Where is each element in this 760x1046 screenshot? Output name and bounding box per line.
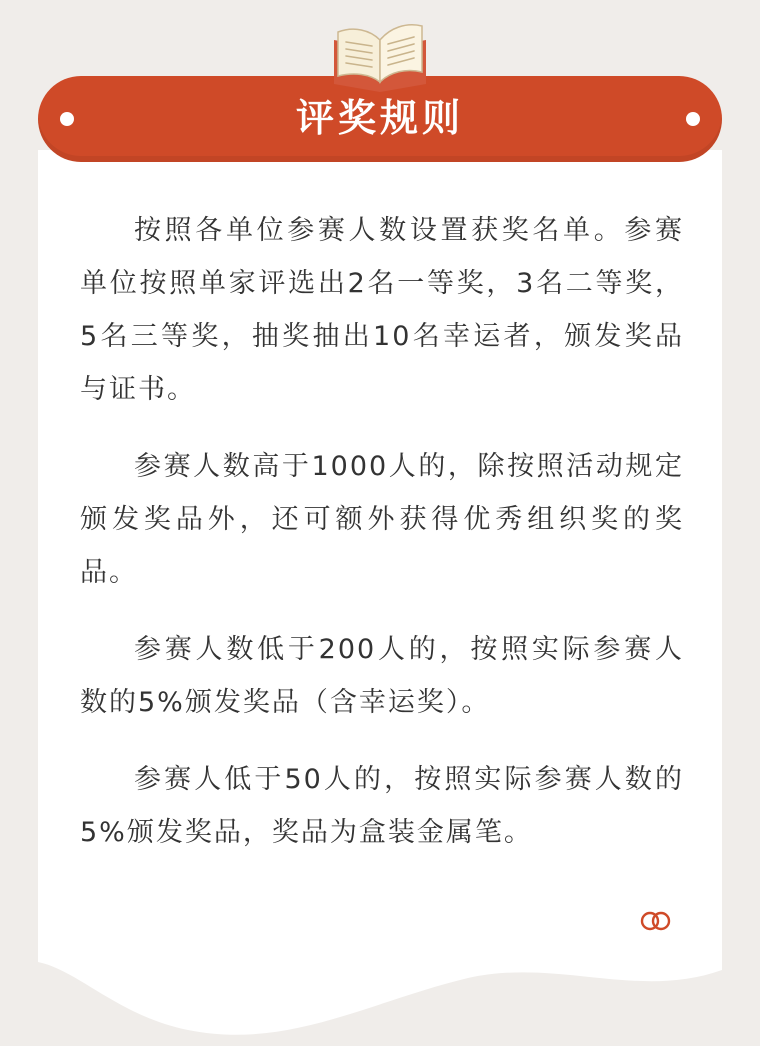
rules-content xyxy=(80,204,684,883)
rule-paragraph-1: 按照各单位参赛人数设置获奖名单。参赛单位按照单家评选出2名一等奖，3名二等奖，5名三等奖，抽奖抽出10名幸运者，颁发奖品与证书。 xyxy=(80,215,684,405)
page-title: 评奖规则 xyxy=(295,96,464,140)
rule-paragraph-4: 参赛人低于50人的，按照实际参赛人数的5%颁发奖品，奖品为盒装金属笔。 xyxy=(80,764,684,848)
banner-dot-right xyxy=(686,112,700,126)
open-book-icon xyxy=(328,18,432,94)
rule-paragraph-2: 参赛人数高于1000人的，除按照活动规定颁发奖品外，还可额外获得优秀组织奖的奖品。 xyxy=(80,451,684,588)
rule-paragraph-3: 参赛人数低于200人的，按照实际参赛人数的5%颁发奖品（含幸运奖）。 xyxy=(80,634,684,718)
double-rings-icon xyxy=(638,910,674,932)
